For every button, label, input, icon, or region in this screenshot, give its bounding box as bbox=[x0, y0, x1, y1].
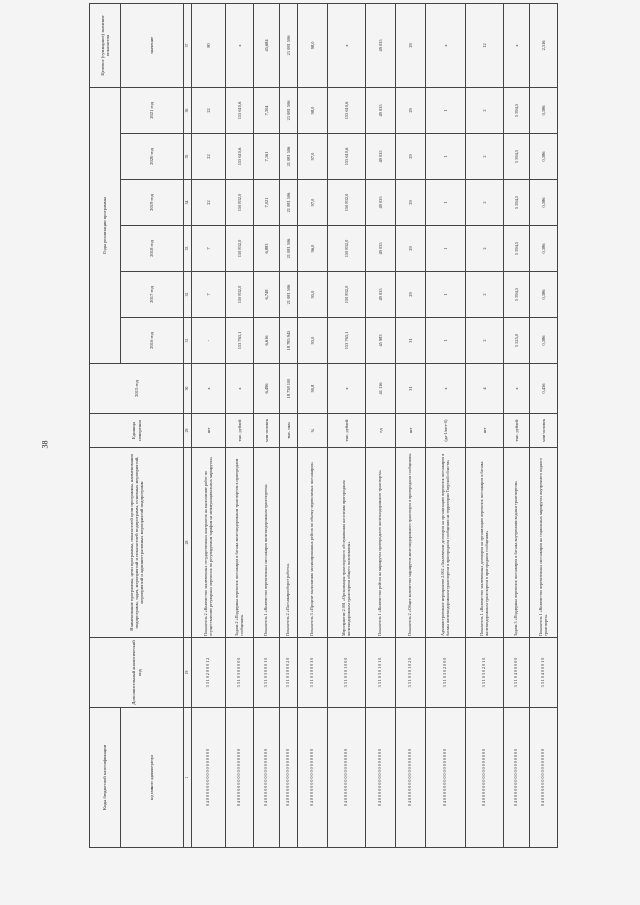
final-value-cell: 29 bbox=[396, 3, 426, 87]
year-value-cell: 5 594,5 bbox=[504, 87, 530, 133]
year-value-cell: 0,386 bbox=[530, 87, 558, 133]
header-years-group: Годы реализации программы bbox=[90, 87, 121, 363]
value-2015-cell: x bbox=[426, 364, 466, 414]
year-value-cell: 18 785 945 bbox=[280, 318, 298, 364]
year-value-cell: 2 bbox=[466, 180, 504, 226]
code-cell: 0 4 0 0 0 0 0 0 0 0 0 0 0 0 0 0 0 0 0 bbox=[254, 708, 280, 848]
year-value-cell: 45 983 bbox=[366, 318, 396, 364]
program-table bbox=[89, 3, 558, 848]
year-value-cell: 21 081 506 bbox=[280, 272, 298, 318]
table-row bbox=[192, 3, 226, 847]
code-cell: 0 4 0 0 0 0 0 0 0 0 0 0 0 0 0 0 0 0 0 bbox=[366, 708, 396, 848]
name-cell: Показатель 1 «Количество заключенных договоров на организацию перевозок пассажиров и багажа железнодорожным транспортом в пригородном сообщении» bbox=[466, 448, 504, 638]
name-cell: Показатель 2 «Пассажирооборот работы» bbox=[280, 448, 298, 638]
name-cell: Показатель 1 «Количество рейсов на маршрутах пригородного железнодорожного транспорта» bbox=[366, 448, 396, 638]
year-value-cell: 21 081 506 bbox=[280, 180, 298, 226]
year-value-cell: 31 bbox=[396, 318, 426, 364]
unit-cell: млн человек bbox=[530, 414, 558, 448]
value-2015-cell: 6,496 bbox=[254, 364, 280, 414]
header-final: Целевое (суммарное) значение показателя bbox=[90, 3, 121, 87]
year-value-cell: 2 bbox=[466, 272, 504, 318]
final-value-cell: x bbox=[426, 3, 466, 87]
analytic-code-cell: 3 3 1 0 3 0 1 0 0 0 bbox=[328, 638, 366, 708]
analytic-code-cell: 3 3 1 0 3 0 0 0 0 0 bbox=[226, 638, 254, 708]
header-analytic-code: Дополнительный аналитический код bbox=[90, 638, 184, 708]
value-2015-cell: x bbox=[328, 364, 366, 414]
rotated-table-container bbox=[89, 15, 548, 848]
unit-cell: тыс. пкм bbox=[280, 414, 298, 448]
year-value-cell: 7 bbox=[192, 226, 226, 272]
column-number-final: 37 bbox=[184, 3, 192, 87]
final-value-cell: x bbox=[504, 3, 530, 87]
final-value-cell: 2,316 bbox=[530, 3, 558, 87]
table-row bbox=[504, 3, 530, 847]
column-number-name: 28 bbox=[184, 448, 192, 638]
year-value-cell: 0,386 bbox=[530, 134, 558, 180]
year-value-cell: 7,161 bbox=[254, 134, 280, 180]
year-value-cell: 150 832,0 bbox=[226, 226, 254, 272]
table-row bbox=[226, 3, 254, 847]
year-value-cell: 6,616 bbox=[254, 318, 280, 364]
value-2015-cell: 90,8 bbox=[298, 364, 328, 414]
final-value-cell: 21 081 506 bbox=[280, 3, 298, 87]
final-value-cell: 98,0 bbox=[298, 3, 328, 87]
name-cell: Задача 2 «Поддержка перевозок пассажиров и багажа железнодорожным транспортом в пригородном сообщении» bbox=[226, 448, 254, 638]
column-number-2017: 32 bbox=[184, 272, 192, 318]
year-value-cell: 150 832,0 bbox=[328, 226, 366, 272]
analytic-code-cell: 3 3 1 0 3 0 0 0 1 0 bbox=[254, 638, 280, 708]
header-row-groups bbox=[90, 3, 121, 847]
value-2015-cell: x bbox=[504, 364, 530, 414]
code-cell: 0 4 0 0 0 0 0 0 0 0 0 0 0 0 0 0 0 0 0 bbox=[226, 708, 254, 848]
year-value-cell: 1 bbox=[426, 226, 466, 272]
year-value-cell: 153 763,1 bbox=[328, 318, 366, 364]
year-value-cell: 98,0 bbox=[298, 87, 328, 133]
final-value-cell: x bbox=[328, 3, 366, 87]
year-value-cell: 0,386 bbox=[530, 272, 558, 318]
year-value-cell: 150 832,0 bbox=[226, 272, 254, 318]
analytic-code-cell: 3 3 1 0 3 0 0 0 3 0 bbox=[298, 638, 328, 708]
year-value-cell: 150 832,0 bbox=[226, 180, 254, 226]
header-year-2018: 2018 год bbox=[121, 226, 184, 272]
column-number-2016: 31 bbox=[184, 318, 192, 364]
value-2015-cell: 18 738 100 bbox=[280, 364, 298, 414]
year-value-cell: 93,0 bbox=[298, 318, 328, 364]
analytic-code-cell: 3 3 1 0 4 0 0 0 0 0 bbox=[504, 638, 530, 708]
unit-cell: тыс. рублей bbox=[328, 414, 366, 448]
year-value-cell: 1 bbox=[426, 180, 466, 226]
year-value-cell: 49 035 bbox=[366, 272, 396, 318]
value-2015-cell: 31 bbox=[396, 364, 426, 414]
code-cell: 0 4 0 0 0 0 0 0 0 0 0 0 0 0 0 0 0 0 0 bbox=[466, 708, 504, 848]
year-value-cell: 29 bbox=[396, 134, 426, 180]
header-year-2021: 2021 год bbox=[121, 87, 184, 133]
year-value-cell: 2 bbox=[466, 87, 504, 133]
page-number: 38 bbox=[40, 440, 50, 449]
column-number-2015: 30 bbox=[184, 364, 192, 414]
column-number-2020: 35 bbox=[184, 134, 192, 180]
table-row bbox=[466, 3, 504, 847]
code-cell: 0 4 0 0 0 0 0 0 0 0 0 0 0 0 0 0 0 0 0 bbox=[530, 708, 558, 848]
table-row bbox=[426, 3, 466, 847]
code-cell: 0 4 0 0 0 0 0 0 0 0 0 0 0 0 0 0 0 0 0 bbox=[298, 708, 328, 848]
year-value-cell: 5 594,5 bbox=[504, 134, 530, 180]
year-value-cell: 1 bbox=[426, 272, 466, 318]
final-value-cell: 12 bbox=[466, 3, 504, 87]
year-value-cell: 155 610,6 bbox=[328, 134, 366, 180]
value-2015-cell: 4 bbox=[466, 364, 504, 414]
value-2015-cell: 41 116 bbox=[366, 364, 396, 414]
name-cell: Административное мероприятие 2.002 «Заключение договоров на организацию перевозок пассажиров и багажа железнодорожным транспортом в пригородном сообщении на территории Тверской области» bbox=[426, 448, 466, 638]
unit-cell: ед bbox=[366, 414, 396, 448]
unit-cell: тыс. рублей bbox=[226, 414, 254, 448]
final-value-cell: 49 035 bbox=[366, 3, 396, 87]
name-cell: Задача 3 «Поддержка перевозок пассажиров и багажа внутренним водным транспортом» bbox=[504, 448, 530, 638]
year-value-cell: 22 bbox=[192, 87, 226, 133]
year-value-cell: 49 035 bbox=[366, 134, 396, 180]
year-value-cell: 0,386 bbox=[530, 226, 558, 272]
column-number-analytic: 19 bbox=[184, 638, 192, 708]
year-value-cell: 5 594,5 bbox=[504, 226, 530, 272]
year-value-cell: 22 bbox=[192, 134, 226, 180]
year-value-cell: 1 bbox=[426, 318, 466, 364]
year-value-cell: 29 bbox=[396, 180, 426, 226]
analytic-code-cell: 3 3 1 0 3 0 2 0 0 0 bbox=[426, 638, 466, 708]
analytic-code-cell: 3 3 1 0 3 0 1 0 1 0 bbox=[366, 638, 396, 708]
final-value-cell: x bbox=[226, 3, 254, 87]
year-value-cell: 155 610,6 bbox=[328, 87, 366, 133]
year-value-cell: 6,748 bbox=[254, 272, 280, 318]
final-value-cell: 45,684 bbox=[254, 3, 280, 87]
unit-cell: шт bbox=[192, 414, 226, 448]
header-year-2016: 2016 год bbox=[121, 318, 184, 364]
unit-cell: (да-1/нет-0) bbox=[426, 414, 466, 448]
year-value-cell: 5 594,5 bbox=[504, 180, 530, 226]
header-year-2019: 2019 год bbox=[121, 180, 184, 226]
code-cell: 0 4 0 0 0 0 0 0 0 0 0 0 0 0 0 0 0 0 0 bbox=[396, 708, 426, 848]
name-cell: Показатель 1 «Количество перевезенных пассажиров железнодорожным транспортом» bbox=[254, 448, 280, 638]
year-value-cell: 150 832,0 bbox=[328, 180, 366, 226]
name-cell: Показатель 3 «Процент выполнения запланированных рейсов по объему перевозимых пассажиров» bbox=[298, 448, 328, 638]
analytic-code-cell: 3 3 1 0 3 0 1 0 2 0 bbox=[396, 638, 426, 708]
column-number-2018: 33 bbox=[184, 226, 192, 272]
table-row bbox=[396, 3, 426, 847]
year-value-cell: 0,386 bbox=[530, 318, 558, 364]
year-value-cell: 96,0 bbox=[298, 226, 328, 272]
table-row bbox=[280, 3, 298, 847]
year-value-cell: 0,386 bbox=[530, 180, 558, 226]
code-cell: 0 4 0 0 0 0 0 0 0 0 0 0 0 0 0 0 0 0 0 bbox=[328, 708, 366, 848]
name-cell: Показатель 2 «Количество заключенных государственных контрактов на выполнение работ по осуществлению регулярных перевозок по регулируемым тарифам на межмуниципальных маршрутах» bbox=[192, 448, 226, 638]
year-value-cell: 21 081 506 bbox=[280, 134, 298, 180]
year-value-cell: 1 bbox=[426, 134, 466, 180]
year-value-cell: 155 610,6 bbox=[226, 134, 254, 180]
unit-cell: млн человек bbox=[254, 414, 280, 448]
table-body bbox=[184, 3, 558, 847]
year-value-cell: 2 bbox=[466, 318, 504, 364]
unit-cell: % bbox=[298, 414, 328, 448]
year-value-cell: 49 035 bbox=[366, 226, 396, 272]
code-cell: 0 4 0 0 0 0 0 0 0 0 0 0 0 0 0 0 0 0 0 bbox=[426, 708, 466, 848]
table-row bbox=[328, 3, 366, 847]
year-value-cell: 5 525,0 bbox=[504, 318, 530, 364]
year-value-cell: 153 763,1 bbox=[226, 318, 254, 364]
year-value-cell: 21 081 506 bbox=[280, 226, 298, 272]
year-value-cell: 150 832,0 bbox=[328, 272, 366, 318]
header-year-2017: 2017 год bbox=[121, 272, 184, 318]
unit-cell: шт bbox=[466, 414, 504, 448]
header-final-value: значение bbox=[121, 3, 184, 87]
year-value-cell: 2 bbox=[466, 226, 504, 272]
year-value-cell: 29 bbox=[396, 226, 426, 272]
year-value-cell: 155 610,6 bbox=[226, 87, 254, 133]
table-viewport bbox=[89, 15, 548, 848]
year-value-cell: 49 035 bbox=[366, 87, 396, 133]
final-value-cell: 80 bbox=[192, 3, 226, 87]
value-2015-cell: x bbox=[192, 364, 226, 414]
table-row bbox=[530, 3, 558, 847]
year-value-cell: 29 bbox=[396, 87, 426, 133]
year-value-cell: 29 bbox=[396, 272, 426, 318]
unit-cell: шт bbox=[396, 414, 426, 448]
analytic-code-cell: 3 3 1 0 3 0 2 0 1 0 bbox=[466, 638, 504, 708]
year-value-cell: 1 bbox=[426, 87, 466, 133]
header-admin-code: код главного администратора bbox=[121, 708, 184, 848]
analytic-code-cell: 3 3 1 0 2 0 0 0 1 2 bbox=[192, 638, 226, 708]
year-value-cell: 21 081 506 bbox=[280, 87, 298, 133]
column-number-2021: 36 bbox=[184, 87, 192, 133]
value-2015-cell: 0,436 bbox=[530, 364, 558, 414]
year-value-cell: 22 bbox=[192, 180, 226, 226]
year-value-cell: 7 bbox=[192, 272, 226, 318]
code-cell: 0 4 0 0 0 0 0 0 0 0 0 0 0 0 0 0 0 0 0 bbox=[280, 708, 298, 848]
year-value-cell: 7,304 bbox=[254, 87, 280, 133]
header-year-2020: 2020 год bbox=[121, 134, 184, 180]
name-cell: Показатель 1 «Количество перевезенных пассажиров на социальных маршрутах внутреннего водного транспорта» bbox=[530, 448, 558, 638]
name-cell: Мероприятие 2.001 «Организация транспортного обслуживания населения пригородным железнодорожным транспортом общего пользования» bbox=[328, 448, 366, 638]
year-value-cell: 5 594,5 bbox=[504, 272, 530, 318]
year-value-cell: 2 bbox=[466, 134, 504, 180]
year-value-cell: 7,021 bbox=[254, 180, 280, 226]
column-number-codes: 1 bbox=[184, 708, 192, 848]
header-unit: Единица измерения bbox=[90, 414, 184, 448]
analytic-code-cell: 3 3 1 0 4 0 0 0 1 0 bbox=[530, 638, 558, 708]
table-row bbox=[298, 3, 328, 847]
name-cell: Показатель 2 «Общее количество маршрутов железнодорожного транспорта в пригородном сообщении» bbox=[396, 448, 426, 638]
value-2015-cell: x bbox=[226, 364, 254, 414]
header-2015: 2015 год bbox=[90, 364, 184, 414]
year-value-cell: 97,0 bbox=[298, 180, 328, 226]
year-value-cell: 97,0 bbox=[298, 134, 328, 180]
code-cell: 0 4 0 0 0 0 0 0 0 0 0 0 0 0 0 0 0 0 0 bbox=[504, 708, 530, 848]
unit-cell: тыс. рублей bbox=[504, 414, 530, 448]
column-number-2019: 34 bbox=[184, 180, 192, 226]
table-row bbox=[254, 3, 280, 847]
column-number-unit: 29 bbox=[184, 414, 192, 448]
header-budget-codes: Коды бюджетной классификации bbox=[90, 708, 121, 848]
year-value-cell: - bbox=[192, 318, 226, 364]
code-cell: 0 4 0 0 0 0 0 0 0 0 0 0 0 0 0 0 0 0 0 bbox=[192, 708, 226, 848]
column-number-row bbox=[184, 3, 192, 847]
year-value-cell: 6,883 bbox=[254, 226, 280, 272]
header-name: Наименование программы, цели программы, показателей цели программы, наименования подпрограмм, задач, мероприятий и показателей подпрограмм, основных мероприятий, мероприятий и административных мероприятий подпрограмм bbox=[90, 448, 184, 638]
analytic-code-cell: 3 3 1 0 3 0 0 0 2 0 bbox=[280, 638, 298, 708]
year-value-cell: 49 035 bbox=[366, 180, 396, 226]
table-row bbox=[366, 3, 396, 847]
year-value-cell: 95,0 bbox=[298, 272, 328, 318]
